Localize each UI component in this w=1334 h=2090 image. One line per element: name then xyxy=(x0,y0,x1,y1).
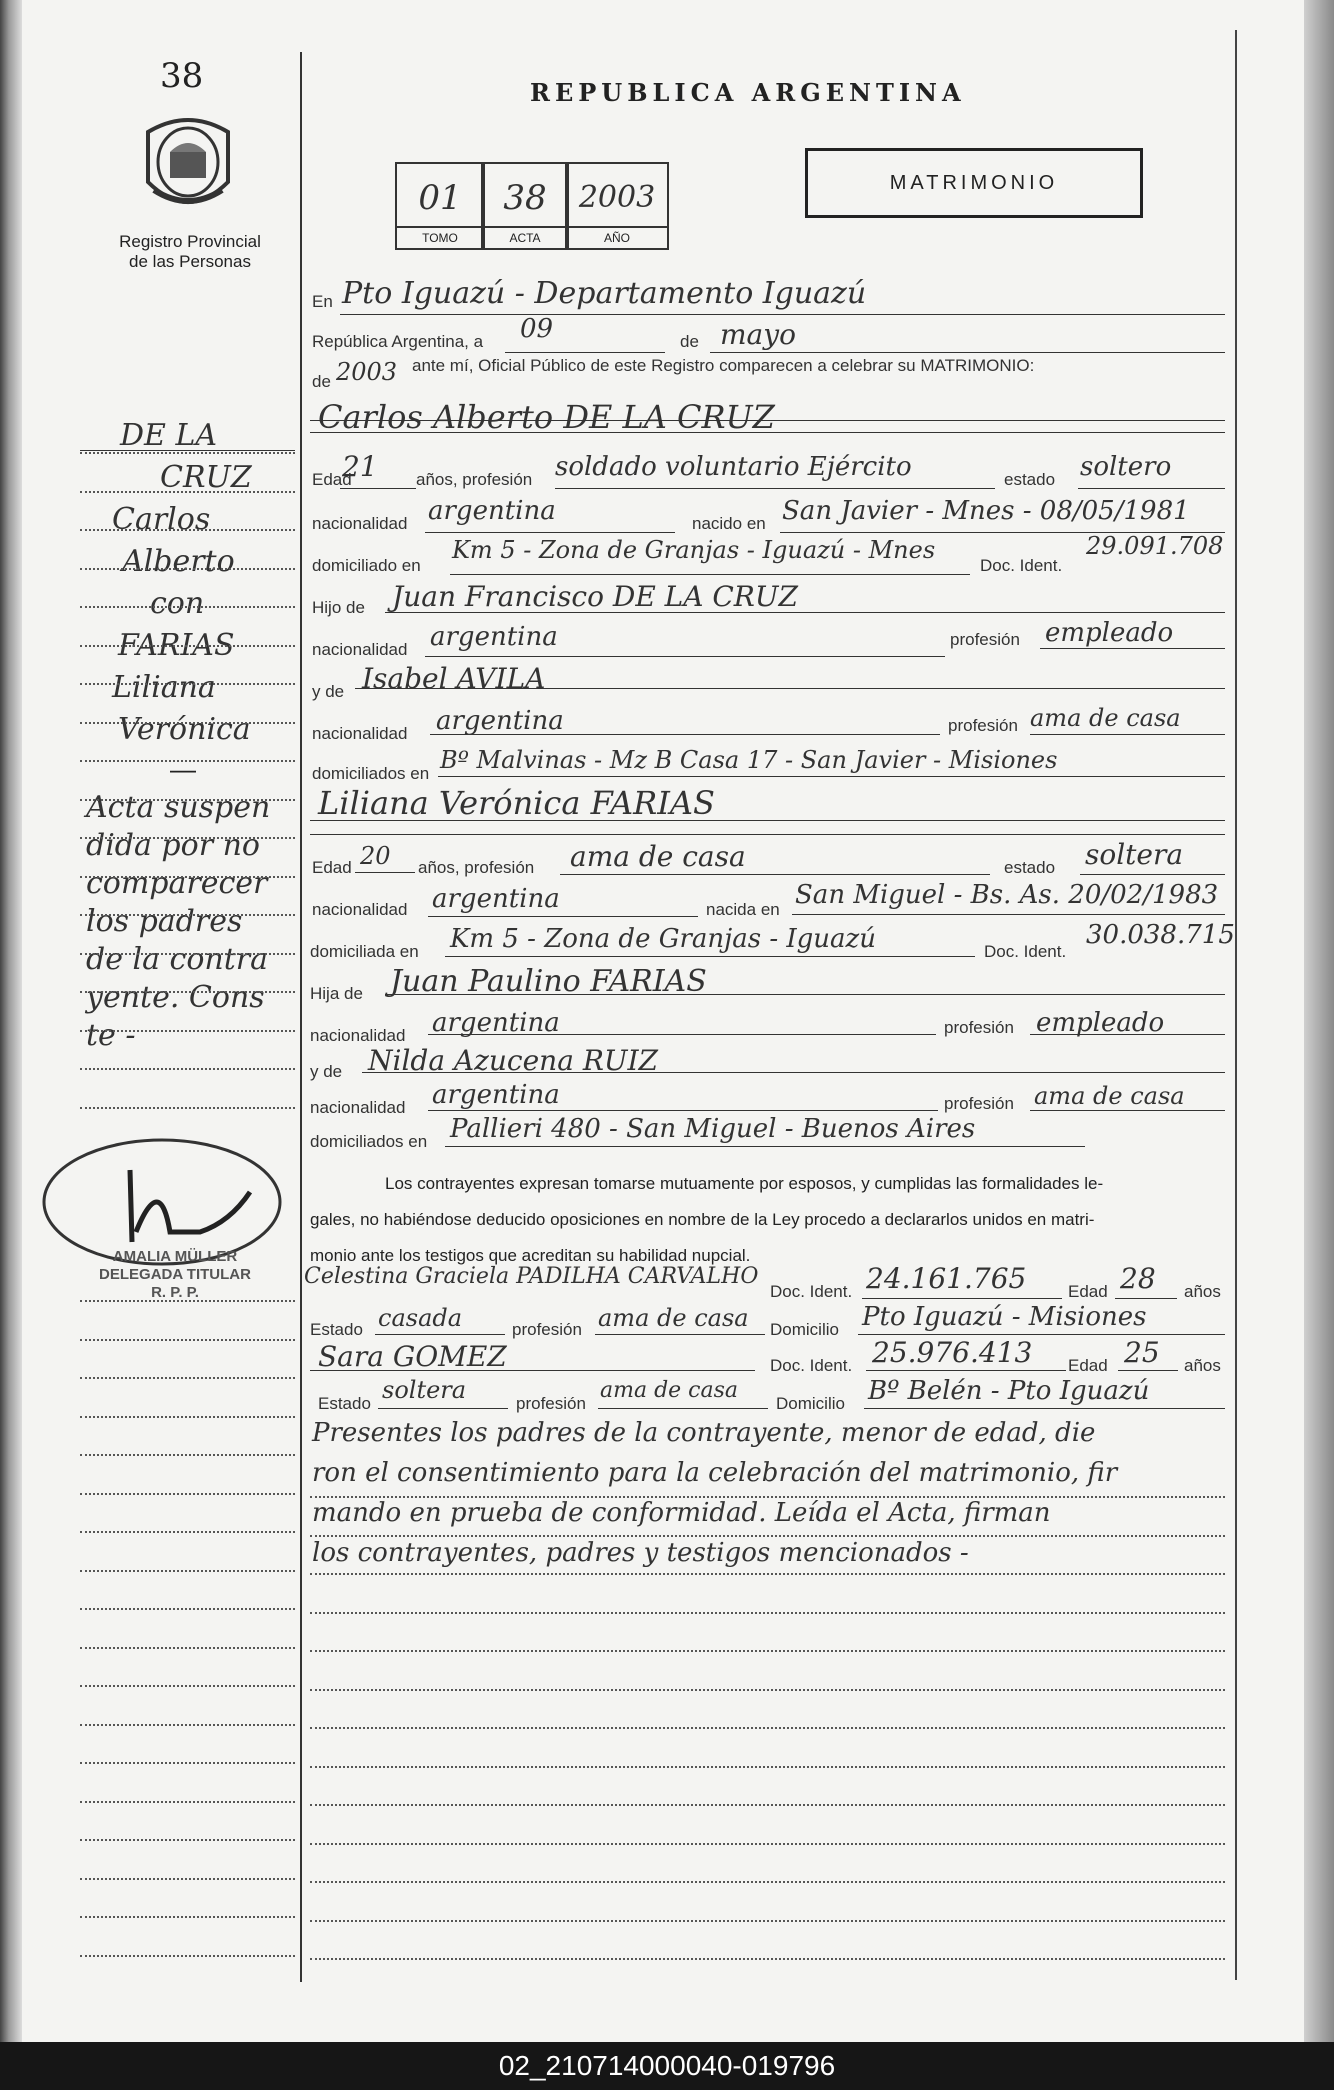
stamp-name: AMALIA MÜLLER xyxy=(112,1248,238,1265)
groom-address: Km 5 - Zona de Granjas - Iguazú - Mnes xyxy=(452,536,936,564)
bride-mother-nationality: argentina xyxy=(432,1080,560,1110)
witness2-name: Sara GOMEZ xyxy=(318,1340,507,1373)
groom-mother-profession: ama de casa xyxy=(1030,704,1181,732)
right-margin-line xyxy=(1235,30,1237,1980)
label-anos: años xyxy=(1184,1356,1221,1375)
label-doc: Doc. Ident. xyxy=(770,1282,853,1301)
label-edad: Edad xyxy=(312,470,352,489)
label-nacionalidad: nacionalidad xyxy=(312,900,408,919)
registry-line-1: Registro Provincial xyxy=(119,232,261,251)
margin-name-line: Liliana xyxy=(112,670,216,705)
place-value: Pto Iguazú - Departamento Iguazú xyxy=(342,276,867,311)
annotation-line: comparecer xyxy=(86,866,268,901)
groom-father-profession: empleado xyxy=(1045,618,1174,648)
label-profesion: profesión xyxy=(948,716,1018,735)
ruling-line xyxy=(80,1647,295,1649)
annotation-line: dida por no xyxy=(86,828,260,863)
label-nacionalidad: nacionalidad xyxy=(312,514,408,533)
ruling-line xyxy=(80,452,295,454)
witness2-age: 25 xyxy=(1124,1336,1160,1369)
provincial-seal-icon xyxy=(140,112,236,216)
groom-doc: 29.091.708 xyxy=(1086,532,1224,560)
label-nacionalidad: nacionalidad xyxy=(312,640,408,659)
label-profesion: profesión xyxy=(512,1320,582,1339)
bride-father-profession: empleado xyxy=(1036,1008,1165,1038)
ruling-line xyxy=(80,1762,295,1764)
ruling-line xyxy=(80,1801,295,1803)
declaration-line: monio ante los testigos que acreditan su habilidad nupcial. xyxy=(310,1246,751,1265)
annotation-line: de la contra xyxy=(86,942,268,977)
groom-father: Juan Francisco DE LA CRUZ xyxy=(392,580,798,613)
margin-annotation xyxy=(86,790,301,1056)
ruling-line xyxy=(80,991,295,993)
label-de-year: de xyxy=(312,372,331,391)
stamp-text xyxy=(60,1248,290,1302)
label-domicilio: Domicilio xyxy=(776,1394,845,1413)
day-value: 09 xyxy=(520,314,554,344)
ruling-line xyxy=(80,683,295,685)
ruling-line xyxy=(310,1573,1225,1575)
witness2-doc: 25.976.413 xyxy=(872,1336,1033,1369)
label-doc: Doc. Ident. xyxy=(980,556,1063,575)
label-edad: Edad xyxy=(1068,1356,1108,1375)
witness1-profession: ama de casa xyxy=(598,1304,749,1332)
ruling-line xyxy=(80,953,295,955)
ruling-line xyxy=(80,1878,295,1880)
groom-parents-address: Bº Malvinas - Mz B Casa 17 - San Javier - Misiones xyxy=(440,746,1058,774)
witness1-age: 28 xyxy=(1120,1262,1156,1295)
label-nacionalidad: nacionalidad xyxy=(312,724,408,743)
label-de: de xyxy=(680,332,699,351)
label-hijo: Hijo de xyxy=(312,598,365,617)
stamp-org: R. P. P. xyxy=(151,1284,199,1301)
ruling-line xyxy=(310,1689,1225,1691)
ruling-line xyxy=(80,1454,295,1456)
acta-label: ACTA xyxy=(483,226,567,248)
margin-name-line: con xyxy=(150,586,205,621)
bride-father-nationality: argentina xyxy=(432,1008,560,1038)
label-en: En xyxy=(312,292,333,311)
ruling-line xyxy=(80,1685,295,1687)
ano-value: 2003 xyxy=(578,180,656,215)
margin-name-line: FARIAS xyxy=(118,628,235,663)
record-type-box: MATRIMONIO xyxy=(805,148,1143,218)
observations xyxy=(312,1418,1227,1578)
annotation-line: te - xyxy=(86,1018,136,1053)
declaration-line: ante mí, Oficial Público de este Registro comparecen a celebrar su MATRIMONIO: xyxy=(412,356,1035,375)
witness1-status: casada xyxy=(378,1304,463,1332)
bride-age: 20 xyxy=(360,842,391,870)
ruling-line xyxy=(80,837,295,839)
bride-doc: 30.038.715 xyxy=(1086,920,1235,950)
ruling-line xyxy=(310,1612,1225,1614)
label-nacionalidad: nacionalidad xyxy=(310,1026,406,1045)
label-doc: Doc. Ident. xyxy=(770,1356,853,1375)
ruling-line xyxy=(310,1920,1225,1922)
tomo-value: 01 xyxy=(418,178,462,218)
label-nacionalidad: nacionalidad xyxy=(310,1098,406,1117)
ruling-line xyxy=(80,1608,295,1610)
ruling-line xyxy=(80,1839,295,1841)
bride-address: Km 5 - Zona de Granjas - Iguazú xyxy=(450,924,876,954)
ruling-line xyxy=(310,1727,1225,1729)
ruling-line xyxy=(80,760,295,762)
ano-label: AÑO xyxy=(567,226,667,248)
ruling-line xyxy=(80,606,295,608)
margin-name-line: Verónica xyxy=(118,712,251,747)
declaration-paragraph xyxy=(310,1166,1225,1274)
ruling-line xyxy=(80,1493,295,1495)
label-edad: Edad xyxy=(1068,1282,1108,1301)
ruling-line xyxy=(310,1650,1225,1652)
registry-line-2: de las Personas xyxy=(129,252,251,271)
witness2-address: Bº Belén - Pto Iguazú xyxy=(868,1376,1150,1406)
label-profesion: profesión xyxy=(944,1094,1014,1113)
bride-parents-address: Pallieri 480 - San Miguel - Buenos Aires xyxy=(450,1114,976,1144)
tomo-label: TOMO xyxy=(397,226,483,248)
ruling-line xyxy=(310,1843,1225,1845)
ruling-line xyxy=(80,568,295,570)
month-value: mayo xyxy=(720,318,796,351)
label-republica: República Argentina, a xyxy=(312,332,484,351)
margin-name-line: Carlos xyxy=(112,502,211,537)
ruling-line xyxy=(80,876,295,878)
ruling-line xyxy=(310,1535,1225,1537)
page-edge xyxy=(1304,0,1334,2042)
page-number: 38 xyxy=(160,56,204,96)
year-value: 2003 xyxy=(336,358,398,386)
ruling-line xyxy=(80,1570,295,1572)
ruling-line xyxy=(80,1107,295,1109)
groom-nationality: argentina xyxy=(428,496,556,526)
label-y-de: y de xyxy=(312,682,345,701)
bride-nationality: argentina xyxy=(432,884,560,914)
label-nacida: nacida en xyxy=(706,900,780,919)
label-doc: Doc. Ident. xyxy=(984,942,1067,961)
bride-mother-profession: ama de casa xyxy=(1034,1082,1185,1110)
groom-father-nationality: argentina xyxy=(430,622,558,652)
witness2-profession: ama de casa xyxy=(600,1378,739,1403)
groom-status: soltero xyxy=(1080,452,1172,482)
binding-shadow xyxy=(0,0,22,2042)
label-domiciliada: domiciliada en xyxy=(310,942,419,961)
country-title: REPUBLICA ARGENTINA xyxy=(530,78,966,107)
witness1-doc: 24.161.765 xyxy=(866,1262,1027,1295)
groom-profession: soldado voluntario Ejército xyxy=(555,452,912,482)
ruling-line xyxy=(80,1030,295,1032)
ruling-line xyxy=(80,1068,295,1070)
scan-code-footer: 02_210714000040-019796 xyxy=(0,2042,1334,2090)
ruling-line xyxy=(80,645,295,647)
label-domiciliados: domiciliados en xyxy=(310,1132,428,1151)
ruling-line xyxy=(80,1416,295,1418)
label-estado: Estado xyxy=(310,1320,363,1339)
label-profesion: profesión xyxy=(944,1018,1014,1037)
ruling-line xyxy=(310,1766,1225,1768)
ruling-line xyxy=(80,1916,295,1918)
ruling-line xyxy=(80,1724,295,1726)
label-estado: estado xyxy=(1004,858,1056,877)
ruling-line xyxy=(80,1300,295,1302)
groom-age: 21 xyxy=(342,450,378,483)
groom-mother-nationality: argentina xyxy=(436,706,564,736)
declaration-line: Los contrayentes expresan tomarse mutuamente por esposos, y cumplidas las formalidades le- xyxy=(385,1174,1104,1193)
label-nacido: nacido en xyxy=(692,514,766,533)
label-profesion: profesión xyxy=(950,630,1020,649)
bride-name: Liliana Verónica FARIAS xyxy=(318,784,715,822)
declaration-line: gales, no habiéndose deducido oposiciones en nombre de la Ley procedo a declararlos unidos en matri- xyxy=(310,1210,1095,1229)
tomo-box xyxy=(395,162,485,250)
ruling-line xyxy=(80,799,295,801)
annotation-line: los padres xyxy=(86,904,243,939)
margin-name-line: CRUZ xyxy=(160,460,252,495)
ruling-line xyxy=(80,914,295,916)
witness1-name: Celestina Graciela PADILHA CARVALHO xyxy=(304,1264,759,1289)
ruling-line xyxy=(80,1377,295,1379)
label-domiciliado: domiciliado en xyxy=(312,556,421,575)
margin-name-line: Alberto xyxy=(122,544,235,579)
ruling-line xyxy=(310,1804,1225,1806)
ruling-line xyxy=(80,722,295,724)
label-domiciliados: domiciliados en xyxy=(312,764,430,783)
ruling-line xyxy=(80,491,295,493)
acta-value: 38 xyxy=(503,178,547,218)
observation-line: los contrayentes, padres y testigos mencionados - xyxy=(312,1538,969,1568)
label-estado: Estado xyxy=(318,1394,371,1413)
label-edad: Edad xyxy=(312,858,352,877)
label-estado: estado xyxy=(1004,470,1056,489)
ruling-line xyxy=(310,1958,1225,1960)
label-anos-profesion: años, profesión xyxy=(418,858,535,877)
label-anos: años xyxy=(1184,1282,1221,1301)
margin-name-line: DE LA xyxy=(120,418,218,453)
margin-dash: — xyxy=(170,754,196,784)
groom-mother: Isabel AVILA xyxy=(362,662,546,695)
label-domicilio: Domicilio xyxy=(770,1320,839,1339)
observation-line: mando en prueba de conformidad. Leída el Acta, firman xyxy=(312,1498,1051,1528)
ruling-line xyxy=(80,1955,295,1957)
ruling-line xyxy=(310,1881,1225,1883)
groom-birth: San Javier - Mnes - 08/05/1981 xyxy=(782,496,1190,526)
witness1-address: Pto Iguazú - Misiones xyxy=(862,1302,1147,1332)
bride-mother: Nilda Azucena RUIZ xyxy=(368,1044,659,1077)
observation-line: Presentes los padres de la contrayente, menor de edad, die xyxy=(312,1418,1096,1448)
label-profesion: profesión xyxy=(516,1394,586,1413)
witness2-status: soltera xyxy=(382,1376,467,1404)
label-hija: Hija de xyxy=(310,984,363,1003)
observation-line: ron el consentimiento para la celebración del matrimonio, fir xyxy=(312,1458,1118,1488)
bride-status: soltera xyxy=(1085,838,1184,871)
ruling-line xyxy=(80,1339,295,1341)
ano-box xyxy=(565,162,669,250)
annotation-line: yente. Cons xyxy=(86,980,265,1015)
bride-father: Juan Paulino FARIAS xyxy=(390,964,707,999)
ruling-line xyxy=(310,1496,1225,1498)
groom-name: Carlos Alberto DE LA CRUZ xyxy=(318,398,775,436)
annotation-line: Acta suspen xyxy=(86,790,271,825)
margin-top-rule xyxy=(80,450,295,451)
bride-birth: San Miguel - Bs. As. 20/02/1983 xyxy=(795,880,1219,910)
ruling-line xyxy=(80,1531,295,1533)
bride-profession: ama de casa xyxy=(570,840,746,873)
label-anos-profesion: años, profesión xyxy=(416,470,533,489)
ruling-line xyxy=(80,529,295,531)
acta-box xyxy=(481,162,569,250)
label-y-de: y de xyxy=(310,1062,343,1081)
stamp-title: DELEGADA TITULAR xyxy=(99,1266,251,1283)
